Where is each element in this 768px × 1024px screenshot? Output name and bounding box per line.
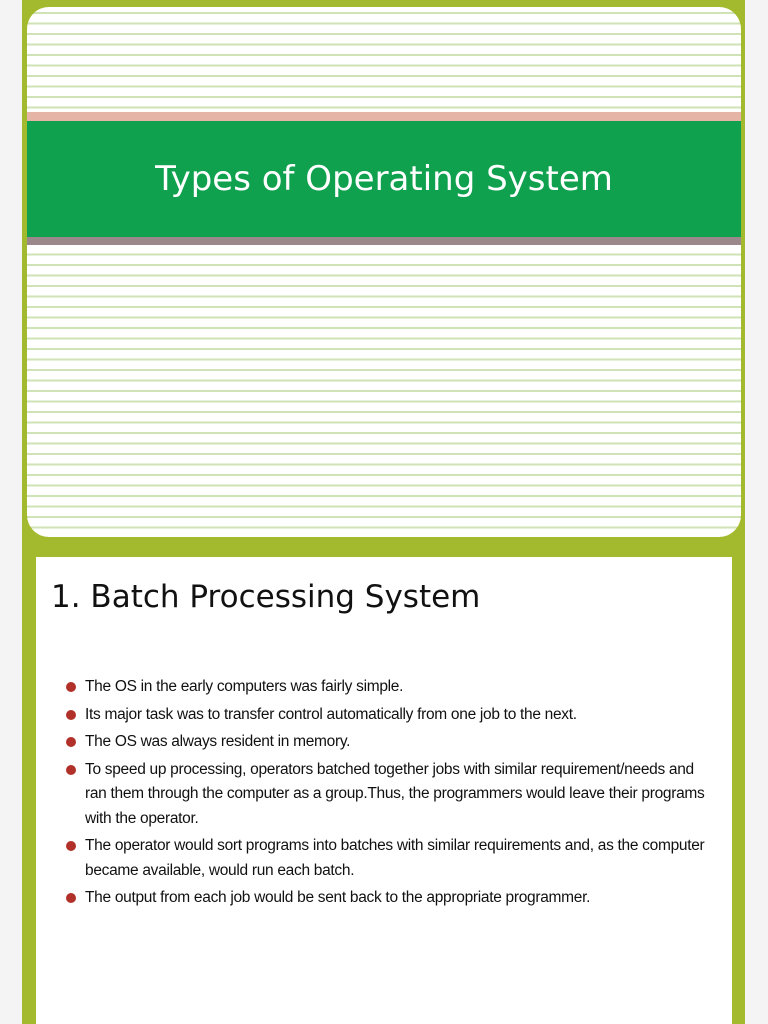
title-band [27,121,741,237]
bullet-item [66,703,716,728]
bullet-icon [66,893,76,903]
bullet-icon [66,841,76,851]
bullet-text: The output from each job would be sent back to the appropriate programmer. [85,889,591,906]
bullet-item [66,834,716,883]
title-slide [27,7,741,537]
bullet-icon [66,737,76,747]
pink-accent-band [27,112,741,121]
bullet-text: The OS was always resident in memory. [85,733,351,750]
bullet-item [66,758,716,832]
bullet-item [66,675,716,700]
bullet-text: To speed up processing, operators batched together jobs with similar requirement/needs and ran them through the computer as a group.Thus, the programmers would leave their programs with the operator. [85,760,705,827]
white-divider [27,245,741,248]
slide-title: Types of Operating System [155,159,613,199]
slide-heading: 1. Batch Processing System [51,579,481,615]
bullet-icon [66,682,76,692]
bullet-item [66,730,716,755]
bullet-item [66,886,716,911]
bullet-text: Its major task was to transfer control automatically from one job to the next. [85,705,577,723]
content-slide [36,557,732,1024]
grey-accent-band [27,237,741,245]
bullet-list [66,675,716,914]
bullet-text: The OS in the early computers was fairly simple. [85,678,404,695]
bullet-icon [66,710,76,720]
bullet-text: The operator would sort programs into batches with similar requirements and, as the computer became available, would run each batch. [85,837,705,879]
bullet-icon [66,765,76,775]
